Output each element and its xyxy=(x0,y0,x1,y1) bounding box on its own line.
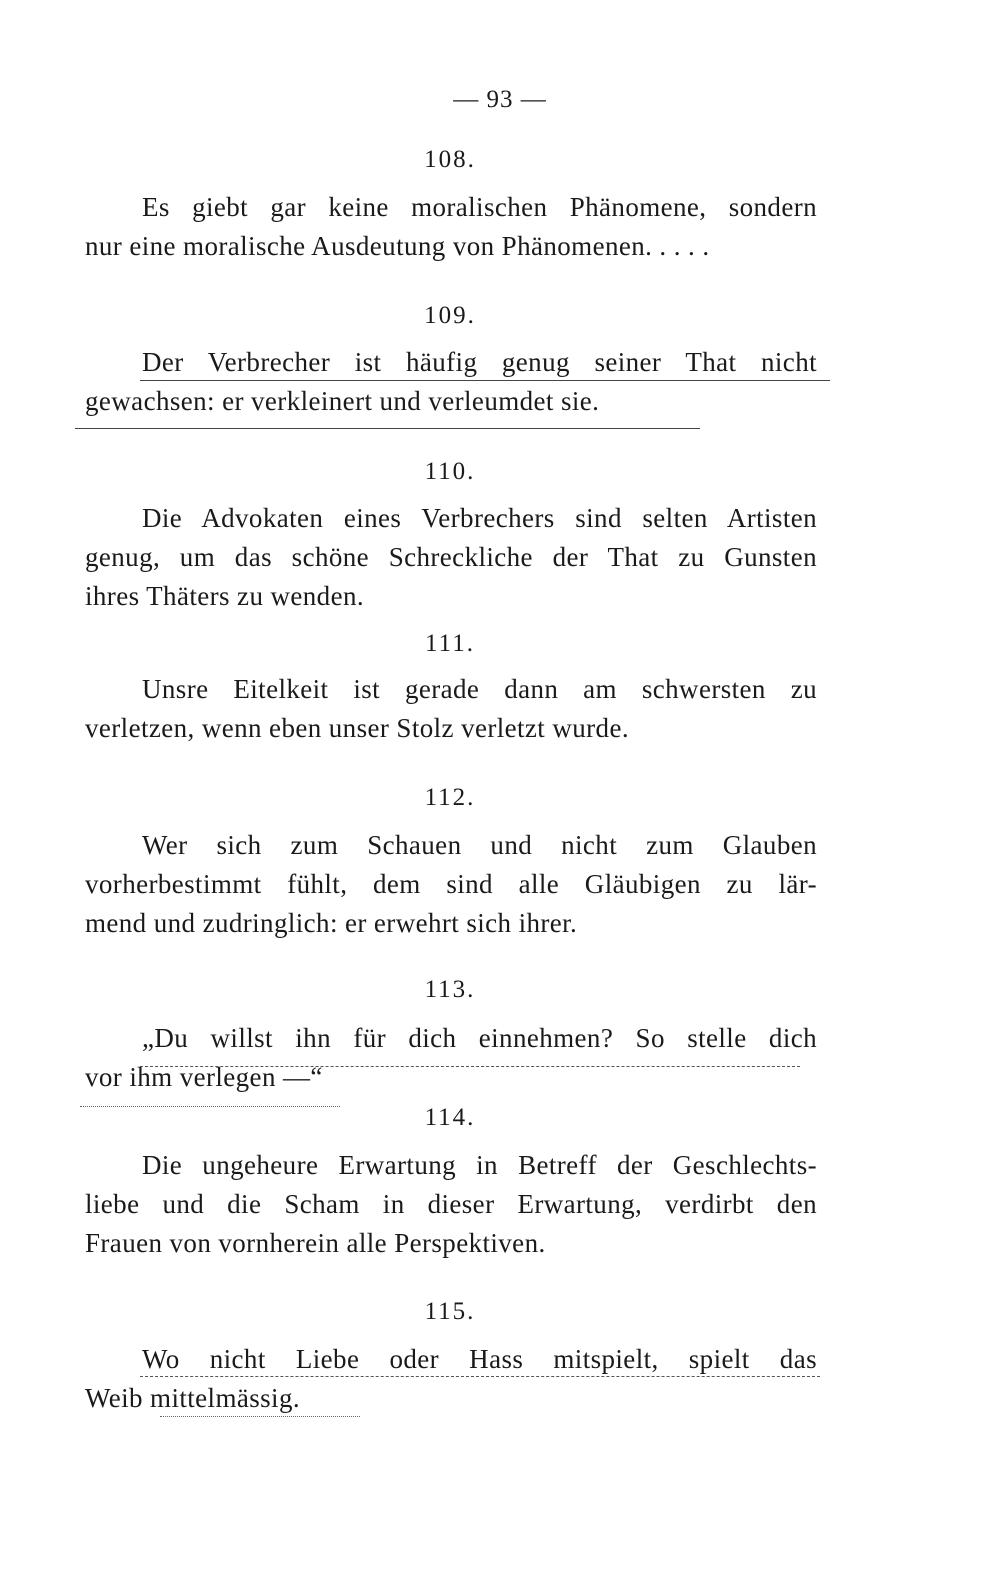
text-line: vorherbestimmt fühlt, dem sind alle Gläubigen zu lär- xyxy=(85,869,817,899)
text-line: Es giebt gar keine moralischen Phänomene, sondern xyxy=(142,192,817,222)
text-line: genug, um das schöne Schreckliche der That zu Gunsten xyxy=(85,542,817,572)
text-line: nur eine moralische Ausdeutung von Phänomenen. . . . . xyxy=(85,231,710,261)
text-line: Unsre Eitelkeit ist gerade dann am schwersten zu xyxy=(142,674,817,704)
text-line: Wo nicht Liebe oder Hass mitspielt, spielt das xyxy=(142,1344,817,1374)
text-line: Der Verbrecher ist häufig genug seiner That nicht xyxy=(142,347,817,377)
aphorism-number-114: 114. xyxy=(424,1104,476,1131)
aphorism-text-109 xyxy=(85,343,817,421)
aphorism-number-113: 113. xyxy=(424,976,476,1003)
aphorism-number-115: 115. xyxy=(424,1298,476,1325)
aphorism-text-108 xyxy=(85,188,817,266)
underline-mark xyxy=(75,428,700,429)
aphorism-text-111 xyxy=(85,670,817,748)
underline-mark xyxy=(160,1416,360,1417)
text-line: Die Advokaten eines Verbrechers sind selten Artisten xyxy=(142,503,817,533)
aphorism-number-108: 108. xyxy=(424,146,476,173)
text-line: Weib mittelmässig. xyxy=(85,1383,300,1413)
text-line: ihres Thäters zu wenden. xyxy=(85,581,365,611)
text-line: verletzen, wenn eben unser Stolz verletzt wurde. xyxy=(85,713,629,743)
aphorism-text-114 xyxy=(85,1146,817,1263)
text-line: gewachsen: er verkleinert und verleumdet sie. xyxy=(85,386,600,416)
aphorism-text-112 xyxy=(85,826,817,943)
aphorism-text-113 xyxy=(85,1019,817,1097)
aphorism-number-112: 112. xyxy=(424,784,476,811)
page-number: — 93 — xyxy=(453,86,547,113)
aphorism-text-110 xyxy=(85,499,817,616)
aphorism-number-110: 110. xyxy=(424,458,476,485)
text-line: „Du willst ihn für dich einnehmen? So stelle dich xyxy=(142,1023,817,1053)
underline-mark xyxy=(140,1376,820,1377)
text-line: liebe und die Scham in dieser Erwartung, verdirbt den xyxy=(85,1189,817,1219)
underline-mark xyxy=(140,380,830,381)
text-line: Die ungeheure Erwartung in Betreff der Geschlechts- xyxy=(142,1150,817,1180)
aphorism-number-109: 109. xyxy=(424,302,476,329)
aphorism-number-111: 111. xyxy=(425,630,475,657)
aphorism-text-115 xyxy=(85,1340,817,1418)
underline-mark xyxy=(140,1066,800,1067)
text-line: Wer sich zum Schauen und nicht zum Glauben xyxy=(142,830,817,860)
text-line: Frauen von vornherein alle Perspektiven. xyxy=(85,1228,546,1258)
text-line: vor ihm verlegen —“ xyxy=(85,1062,323,1092)
text-line: mend und zudringlich: er erwehrt sich ihrer. xyxy=(85,908,578,938)
